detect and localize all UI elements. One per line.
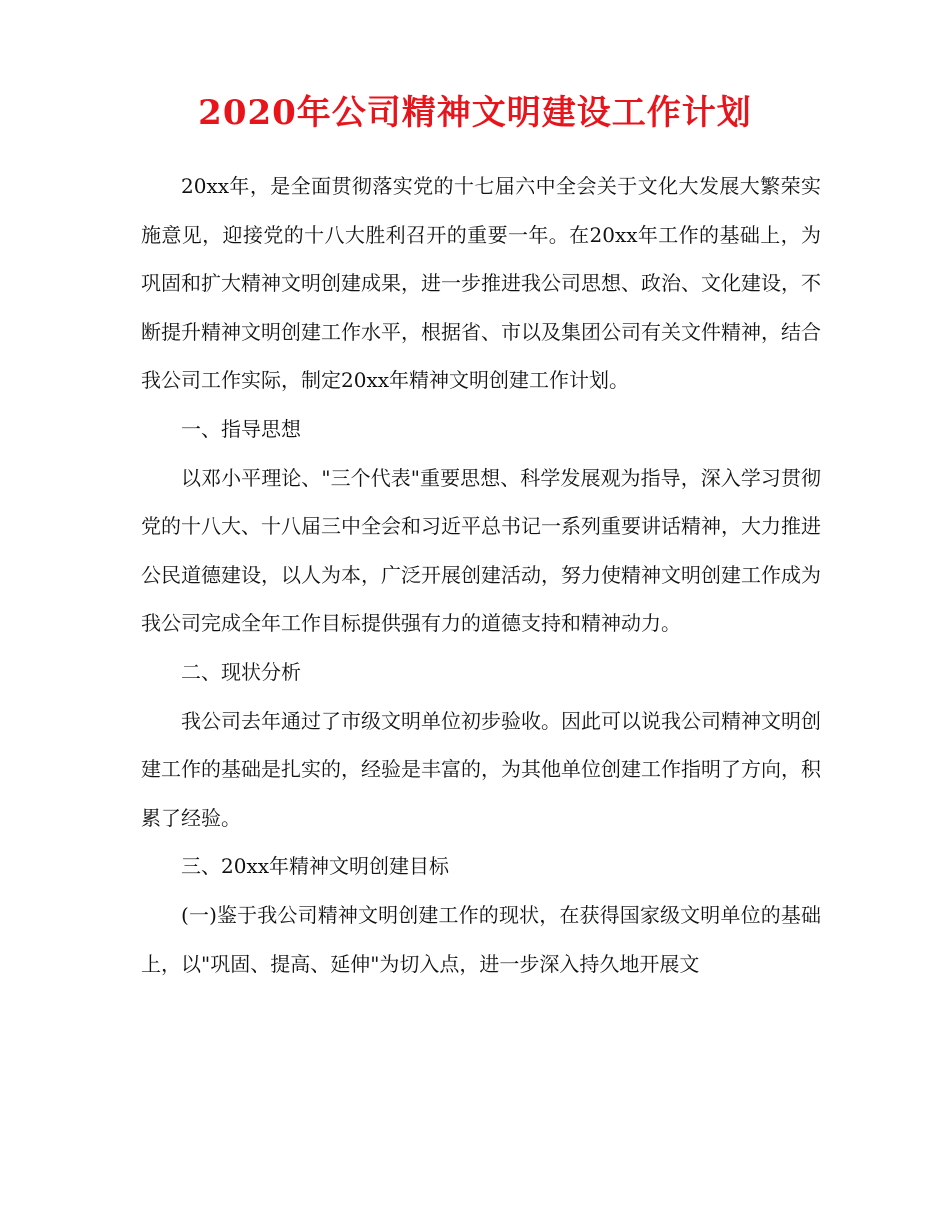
paragraph-intro: 20xx年，是全面贯彻落实党的十七届六中全会关于文化大发展大繁荣实施意见，迎接党的十八大胜利召开的重要一年。在20xx年工作的基础上，为巩固和扩大精神文明创建成果，进一步推进我公司思想、政治、文化建设，不断提升精神文明创建工作水平，根据省、市以及集团公司有关文件精神，结合我公司工作实际，制定20xx年精神文明创建工作计划。	[141, 174, 821, 393]
section-heading-goals: 三、20xx年精神文明创建目标	[181, 854, 450, 879]
paragraph-status-analysis: 我公司去年通过了市级文明单位初步验收。因此可以说我公司精神文明创建工作的基础是扎实的，经验是丰富的，为其他单位创建工作指明了方向，积累了经验。	[141, 708, 821, 830]
paragraph-guiding-thought: 以邓小平理论、"三个代表"重要思想、科学发展观为指导，深入学习贯彻党的十八大、十八届三中全会和习近平总书记一系列重要讲话精神，大力推进公民道德建设，以人为本，广泛开展创建活动，努力使精神文明创建工作成为我公司完成全年工作目标提供强有力的道德支持和精神动力。	[141, 465, 821, 636]
document-title: 2020年公司精神文明建设工作计划	[198, 93, 752, 133]
document-body	[141, 162, 821, 988]
section-heading-guiding-thought: 一、指导思想	[181, 416, 301, 441]
section-heading-status-analysis: 二、现状分析	[181, 659, 301, 684]
paragraph-goals-1: (一)鉴于我公司精神文明创建工作的现状，在获得国家级文明单位的基础上，以"巩固、提高、延伸"为切入点，进一步深入持久地开展文	[141, 902, 821, 976]
